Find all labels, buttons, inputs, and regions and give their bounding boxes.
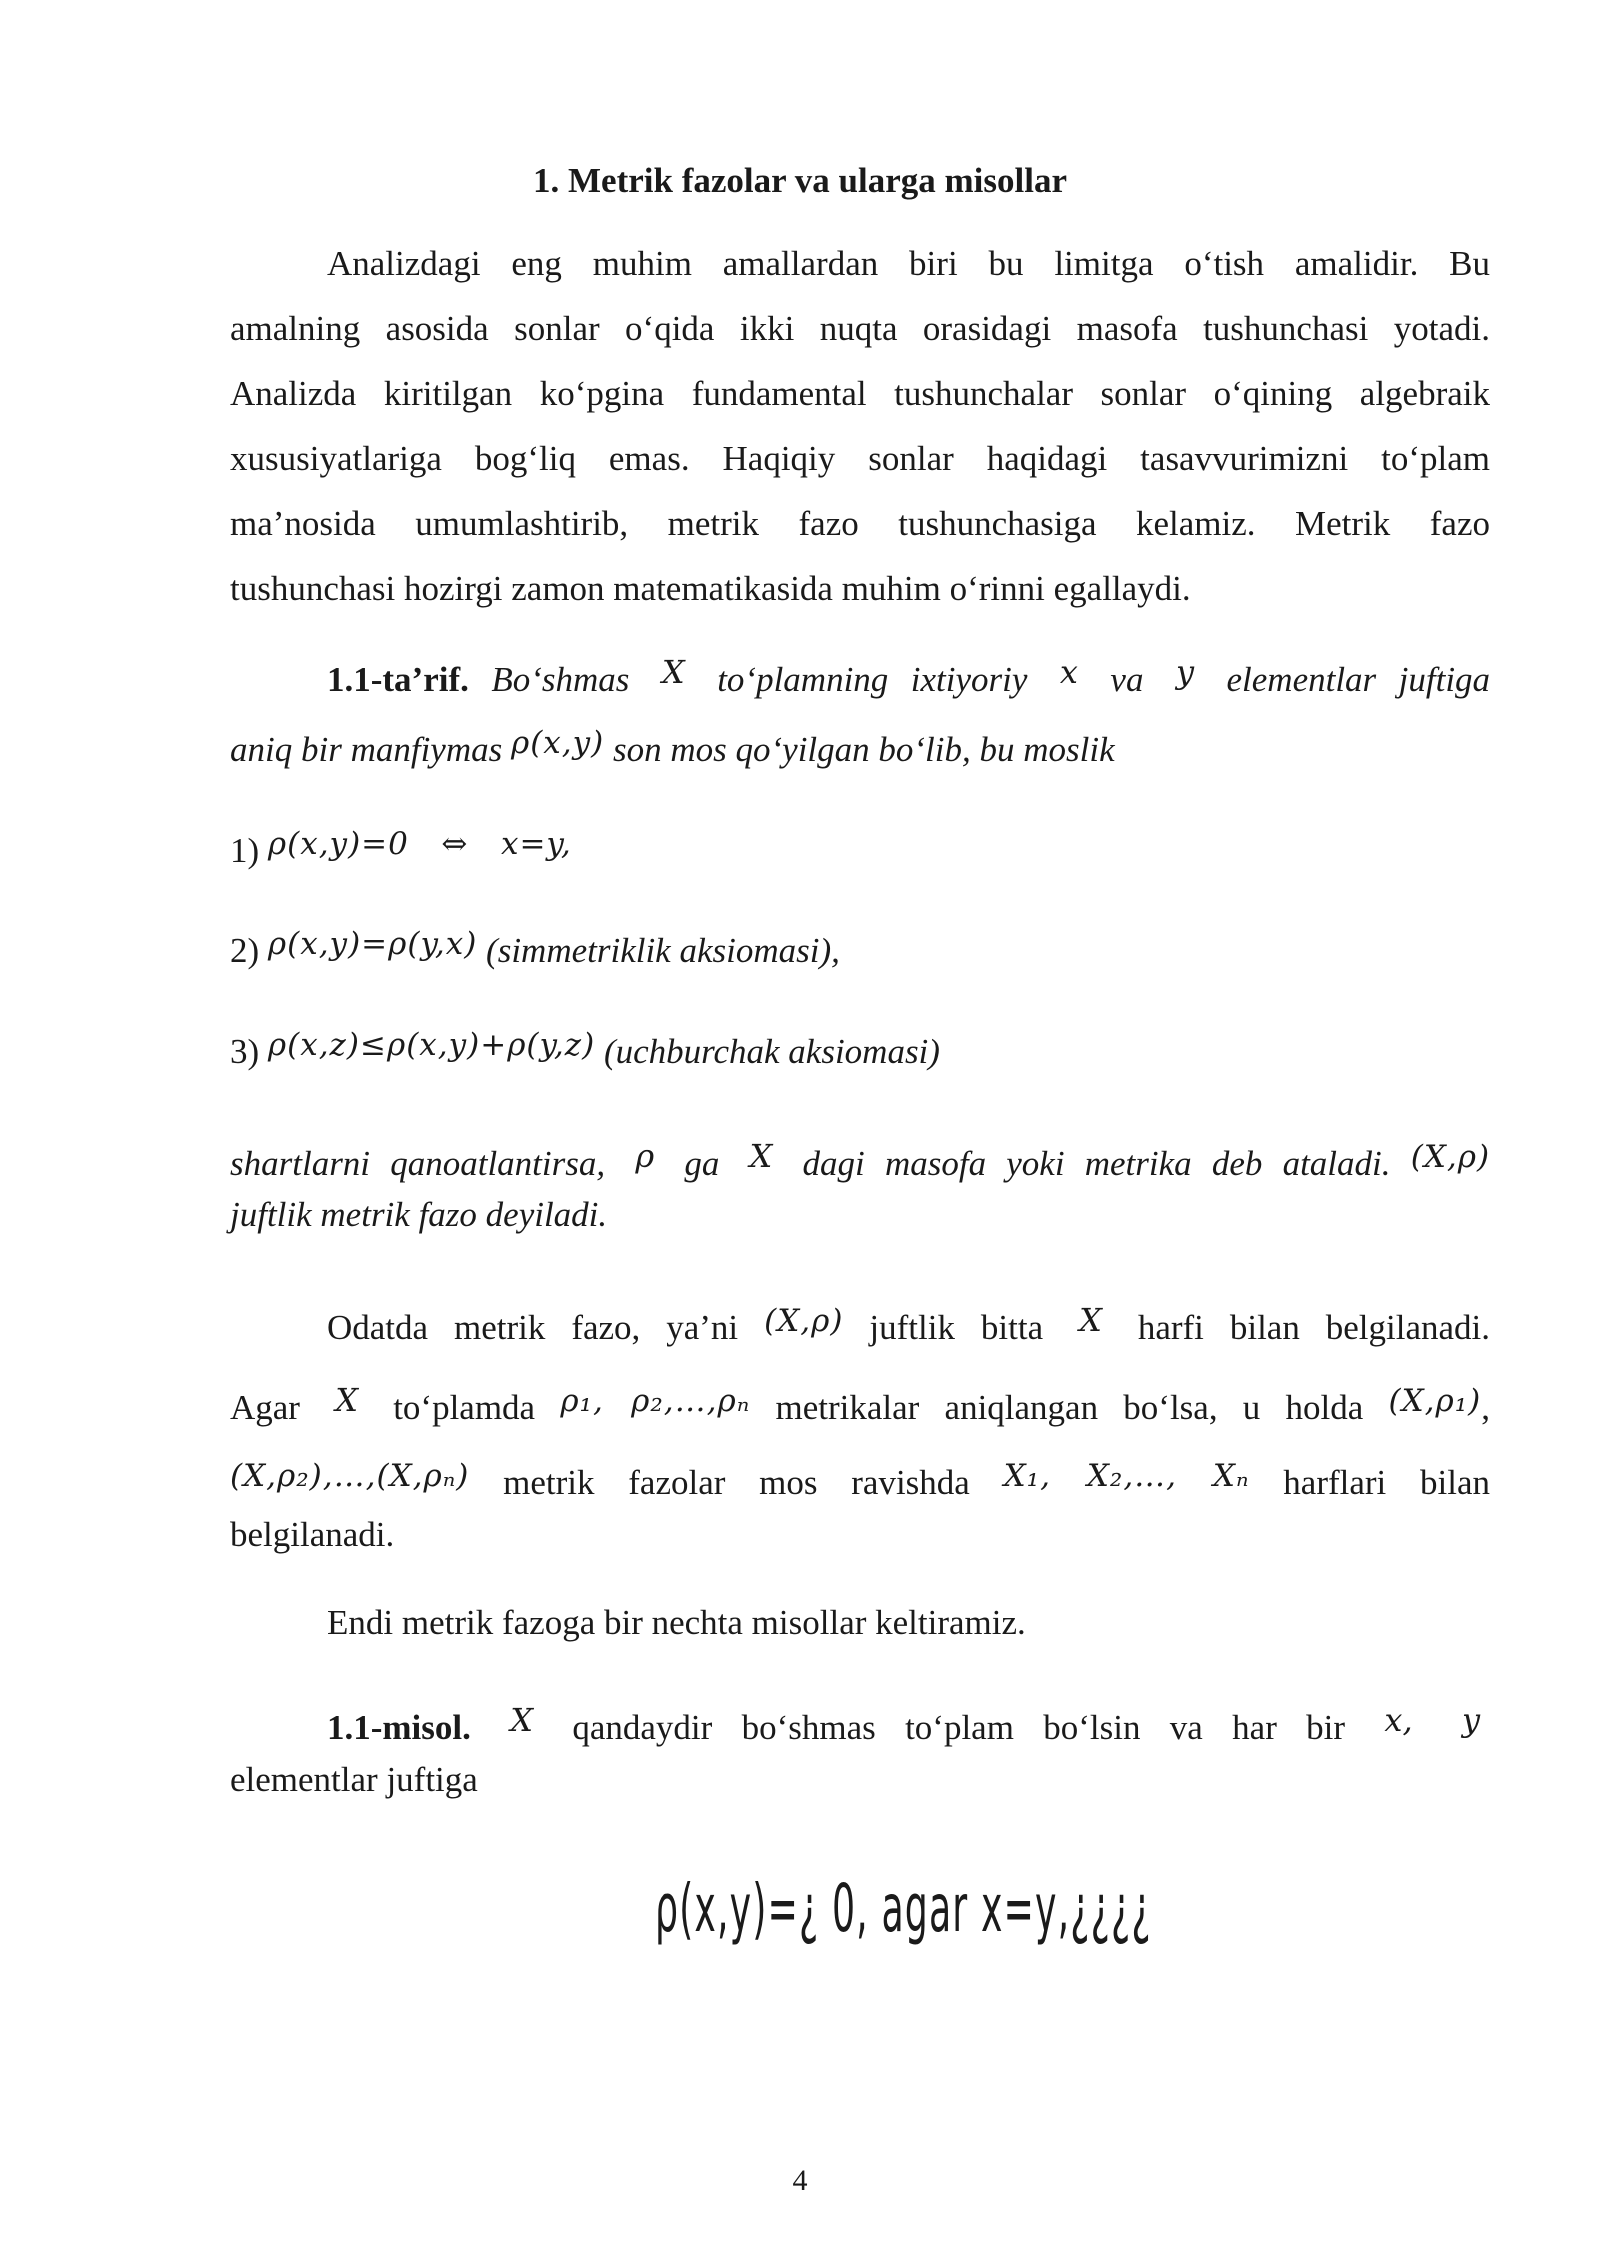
intro-line: amalning asosida sonlar o‘qida ikki nuqta orasidagi masofa tushunchasi yotadi. — [230, 309, 1490, 348]
axiom-3: 3) ρ(x,z)≤ρ(x,y)+ρ(y,z) (uchburchak aksiomasi) — [230, 1027, 940, 1071]
axiom-formula: ρ(x,y)=ρ(y,x) — [267, 926, 478, 962]
math-rho-xy: ρ(x,y) — [510, 725, 605, 761]
intro-line: Analizdagi eng muhim amallardan biri bu limitga o‘tish amalidir. Bu — [327, 244, 1490, 283]
axiom-formula: ρ(x,z)≤ρ(x,y)+ρ(y,z) — [267, 1027, 596, 1063]
axiom-note: (uchburchak aksiomasi) — [603, 1032, 940, 1071]
display-formula: ρ(x,y)=¿ 0, agar x=y,¿¿¿¿ — [655, 1870, 1152, 1947]
definition-line-2: aniq bir manfiymas ρ(x,y) son mos qo‘yilgan bo‘lib, bu moslik — [230, 725, 1115, 769]
math-y: y — [1461, 1701, 1481, 1739]
math-pair-1: (X,ρ₁) — [1388, 1383, 1482, 1419]
math-pair: (X,ρ) — [764, 1303, 844, 1339]
notation-line-3: (X,ρ₂),…,(X,ρₙ) metrik fazolar mos ravishda X₁, X₂,…, Xₙ harflari bilan — [230, 1458, 1491, 1502]
next-sentence: Endi metrik fazoga bir nechta misollar keltiramiz. — [327, 1603, 1026, 1642]
axiom-formula: ρ(x,y)=0 ⇔ x=y, — [267, 826, 572, 862]
axiom-note: (simmetriklik aksiomasi), — [486, 931, 840, 970]
math-pair: (X,ρ) — [1410, 1139, 1491, 1175]
intro-line: xususiyatlariga bog‘liq emas. Haqiqiy sonlar haqidagi tasavvurimizni to‘plam — [230, 439, 1490, 478]
example-label: 1.1-misol. — [327, 1708, 471, 1747]
intro-line: tushunchasi hozirgi zamon matematikasida muhim o‘rinni egallaydi. — [230, 569, 1191, 608]
axiom-2: 2) ρ(x,y)=ρ(y,x) (simmetriklik aksiomasi), — [230, 926, 840, 970]
math-x: x, — [1384, 1701, 1413, 1739]
math-X: X — [749, 1137, 773, 1175]
math-y: y — [1175, 653, 1195, 691]
definition-conclusion-end: juftlik metrik fazo deyiladi. — [230, 1195, 608, 1234]
math-X-list: X₁, X₂,…, Xₙ — [1003, 1458, 1250, 1494]
math-rho-list: ρ₁, ρ₂,…,ρₙ — [560, 1383, 751, 1419]
math-pairs: (X,ρ₂),…,(X,ρₙ) — [230, 1458, 470, 1494]
notation-line-2: Agar X to‘plamda ρ₁, ρ₂,…,ρₙ metrikalar aniqlangan bo‘lsa, u holda (X,ρ₁), — [230, 1381, 1491, 1427]
math-X: X — [510, 1701, 533, 1739]
math-X: X — [335, 1381, 358, 1419]
definition-label: 1.1-ta’rif. — [327, 660, 469, 699]
math-X: X — [661, 653, 685, 691]
definition-line-1: 1.1-ta’rif. Bo‘shmas X to‘plamning ixtiyoriy x va y elementlar juftiga — [327, 653, 1491, 699]
page-number: 4 — [792, 2164, 808, 2197]
intro-line: Analizda kiritilgan ko‘pgina fundamental tushunchalar sonlar o‘qining algebraik — [230, 374, 1490, 413]
notation-line-1: Odatda metrik fazo, ya’ni (X,ρ) juftlik bitta X harfi bilan belgilanadi. — [327, 1301, 1491, 1347]
math-rho: ρ — [635, 1137, 655, 1175]
intro-line: ma’nosida umumlashtirib, metrik fazo tushunchasiga kelamiz. Metrik fazo — [230, 504, 1490, 543]
example-line-1: 1.1-misol. X qandaydir bo‘shmas to‘plam bo‘lsin va har bir x, y — [327, 1701, 1481, 1747]
section-title: 1. Metrik fazolar va ularga misollar — [533, 161, 1067, 200]
axiom-1: 1) ρ(x,y)=0 ⇔ x=y, — [230, 826, 572, 870]
intro-paragraph — [230, 231, 1490, 621]
notation-line-4: belgilanadi. — [230, 1515, 395, 1554]
definition-conclusion: shartlarni qanoatlantirsa, ρ ga X dagi masofa yoki metrika deb ataladi. (X,ρ) — [230, 1137, 1491, 1183]
example-line-2: elementlar juftiga — [230, 1760, 478, 1799]
math-x: x — [1059, 653, 1078, 691]
math-X: X — [1079, 1301, 1102, 1339]
